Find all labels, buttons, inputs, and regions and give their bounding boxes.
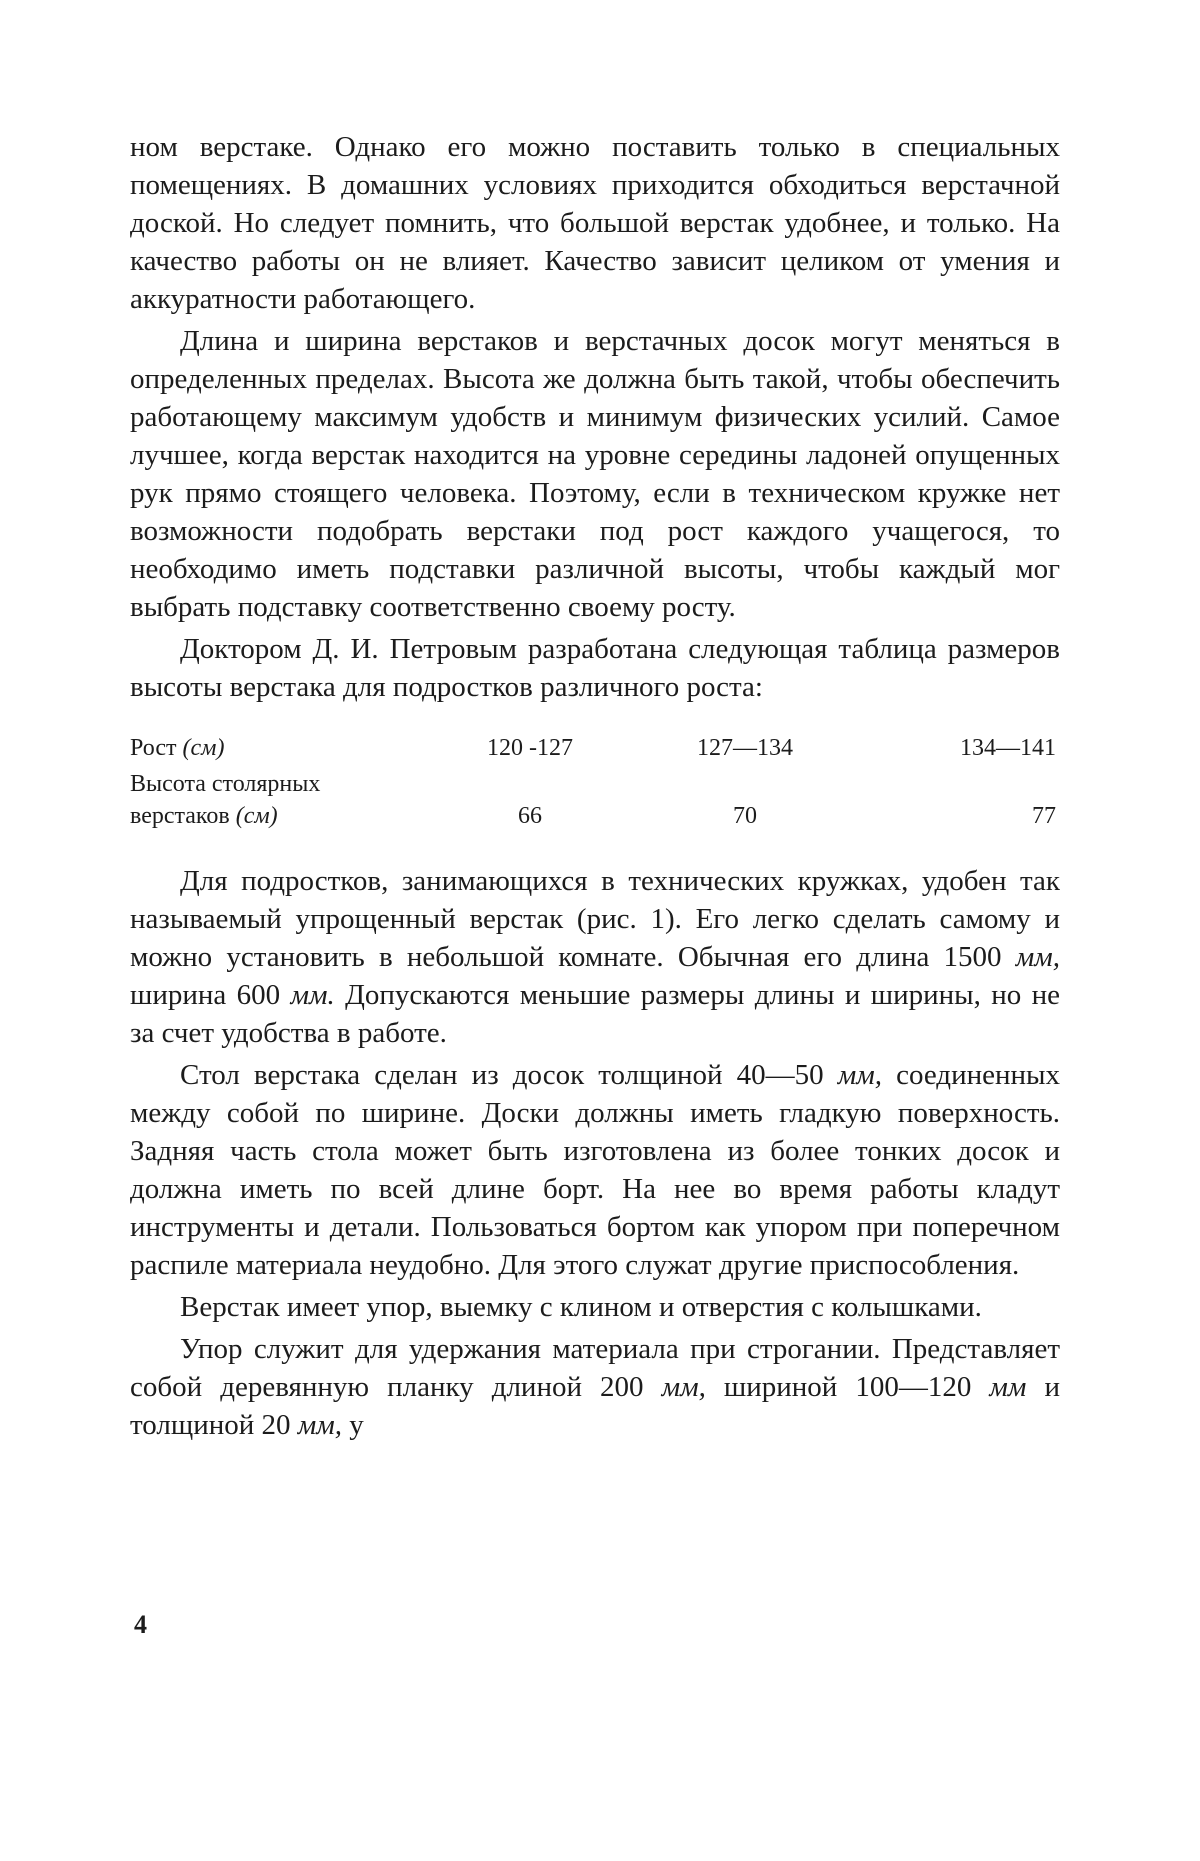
paragraph-3: Доктором Д. И. Петровым разработана следующая таблица размеров высоты верстака для подростков различного роста: bbox=[130, 630, 1060, 706]
table-cell: 66 bbox=[430, 766, 630, 834]
text-run: Допускаются меньшие размеры длины и ширины, но не за счет удобства в работе. bbox=[130, 979, 1060, 1049]
table-row-workbench bbox=[130, 766, 1060, 834]
text-run: Для подростков, занимающихся в технических кружках, удобен так называемый упрощенный верстак (рис. 1). Его легко сделать самому и можно установить в небольшой комнате. Обычная его длина 1500 bbox=[130, 865, 1060, 973]
table-row-height bbox=[130, 730, 1060, 766]
unit-mm: мм, bbox=[838, 1059, 882, 1091]
table-label-workbench-line1: Высота столярных bbox=[130, 771, 320, 797]
paragraph-4 bbox=[130, 862, 1060, 1052]
page-number: 4 bbox=[134, 1610, 147, 1640]
unit-mm: мм. bbox=[291, 979, 335, 1011]
text-run: у bbox=[342, 1409, 364, 1441]
paragraph-5 bbox=[130, 1056, 1060, 1284]
table-label-workbench-unit: (см) bbox=[236, 803, 278, 829]
table-label-workbench bbox=[130, 766, 430, 834]
paragraph-2: Длина и ширина верстаков и верстачных досок могут меняться в определенных пределах. Высота же должна быть такой, чтобы обеспечить работающему максимум удобств и минимум физических усилий. Самое лучшее, когда верстак находится на уровне середины ладоней опущенных рук прямо стоящего человека. Поэтому, если в техническом кружке нет возможности подобрать верстаки под рост каждого учащегося, то необходимо иметь подставки различной высоты, чтобы каждый мог выбрать подставку соответственно своему росту. bbox=[130, 322, 1060, 626]
text-run: соединенных между собой по ширине. Доски должны иметь гладкую поверхность. Задняя часть стола может быть изготовлена из более тонких досок и должна иметь по всей длине борт. На нее во время работы кладут инструменты и детали. Пользоваться бортом как упором при поперечном распиле материала неудобно. Для этого служат другие приспособления. bbox=[130, 1059, 1060, 1281]
text-run: Верстак имеет упор, выемку с клином и отверстия с колышками. bbox=[180, 1291, 982, 1323]
table-cell: 127—134 bbox=[630, 730, 860, 766]
table-label-height bbox=[130, 730, 430, 766]
table-cell: 70 bbox=[630, 766, 860, 834]
unit-mm: мм, bbox=[1016, 941, 1060, 973]
unit-mm: мм, bbox=[662, 1371, 706, 1403]
workbench-height-table bbox=[130, 730, 1060, 834]
unit-mm: мм, bbox=[298, 1409, 342, 1441]
paragraph-1: ном верстаке. Однако его можно поставить только в специальных помещениях. В домашних условиях приходится обходиться верстачной доской. Но следует помнить, что большой верстак удобнее, и только. На качество работы он не влияет. Качество зависит целиком от умения и аккуратности работающего. bbox=[130, 128, 1060, 318]
text-run: и толщиной 20 bbox=[130, 1371, 1060, 1441]
text-run: ширина 600 bbox=[130, 979, 291, 1011]
unit-mm: мм bbox=[989, 1371, 1026, 1403]
table-label-height-text: Рост bbox=[130, 735, 177, 761]
page-body bbox=[130, 128, 1060, 1444]
table-label-height-unit: (см) bbox=[183, 735, 225, 761]
table-cell: 120 -127 bbox=[430, 730, 630, 766]
paragraph-6 bbox=[130, 1288, 1060, 1326]
text-run: Упор служит для удержания материала при строгании. Представляет собой деревянную планку длиной 200 bbox=[130, 1333, 1060, 1403]
text-run: шириной 100—120 bbox=[706, 1371, 990, 1403]
table-label-workbench-line2: верстаков bbox=[130, 803, 230, 829]
table-cell: 77 bbox=[860, 766, 1060, 834]
paragraph-7 bbox=[130, 1330, 1060, 1444]
table-cell: 134—141 bbox=[860, 730, 1060, 766]
text-run: Стол верстака сделан из досок толщиной 40—50 bbox=[180, 1059, 838, 1091]
